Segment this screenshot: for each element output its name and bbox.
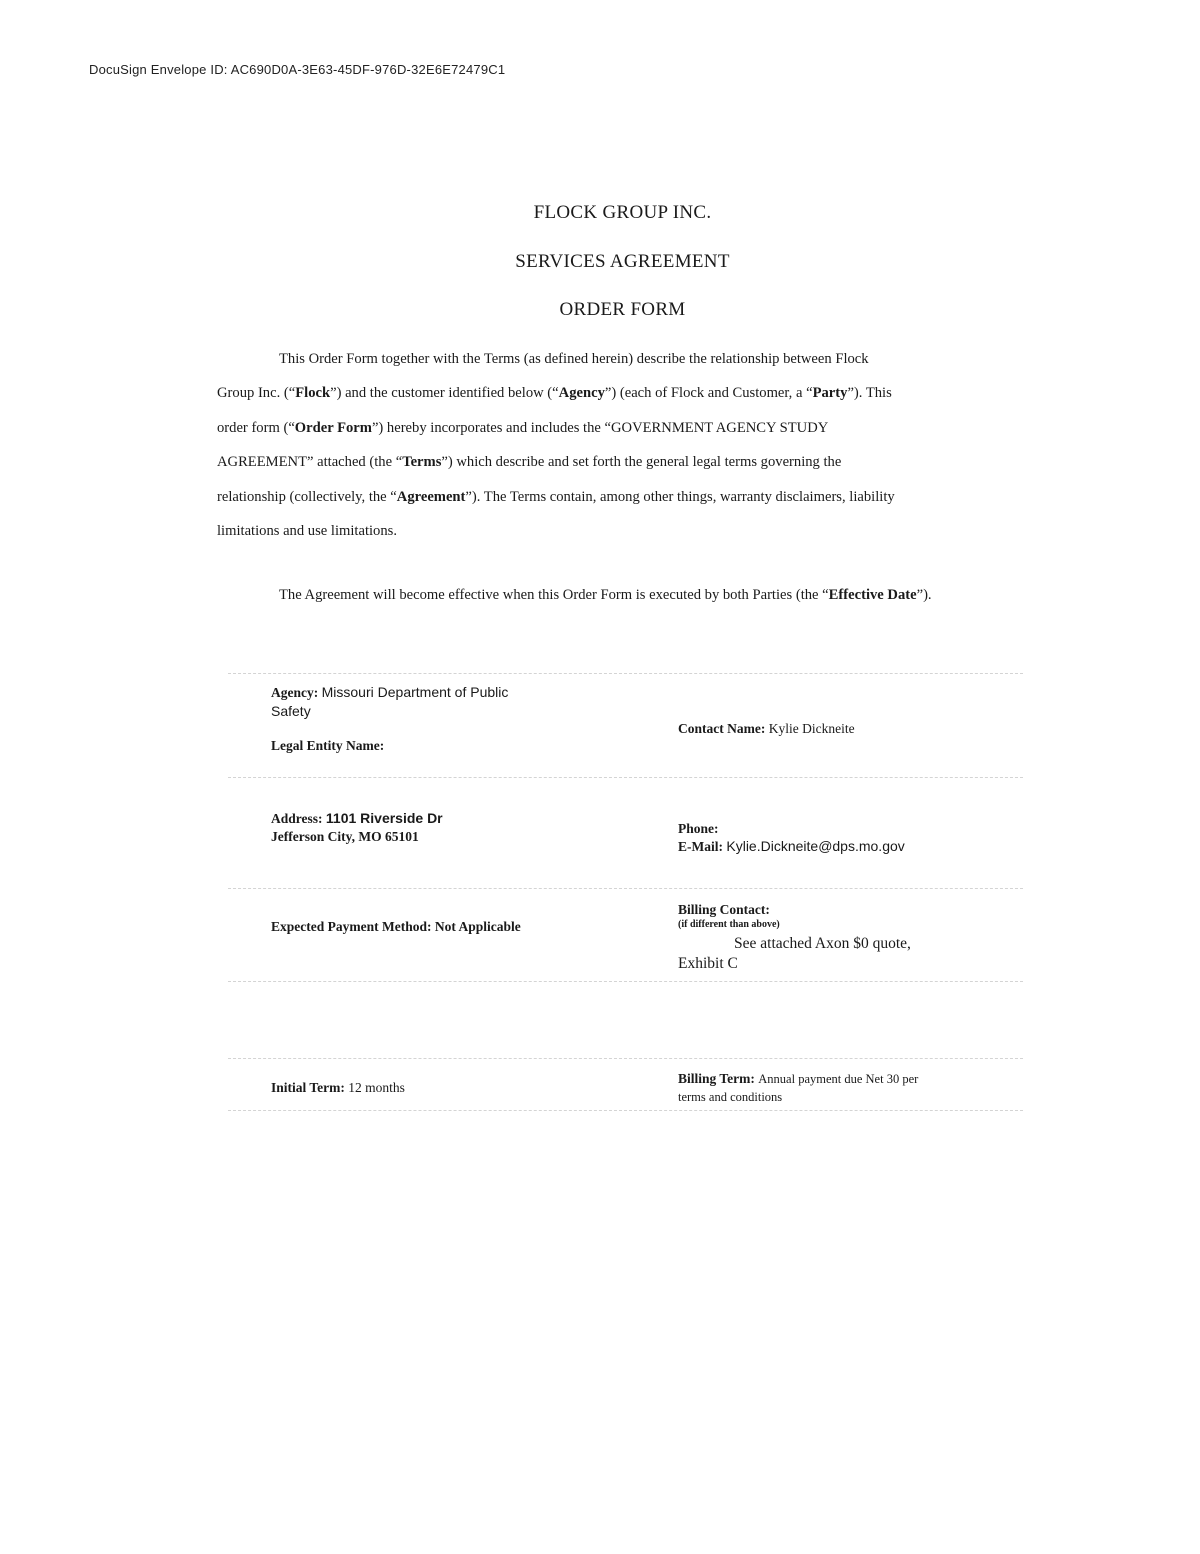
agency-value: Missouri Department of Public [321, 684, 509, 700]
table-rule [228, 1058, 1023, 1059]
address-line-2: Jefferson City, MO 65101 [271, 829, 419, 844]
address-label: Address: [271, 811, 323, 826]
intro-line-2 [217, 376, 1027, 410]
text: ”) and the customer identified below (“ [330, 385, 559, 402]
initial-term-label: Initial Term: [271, 1080, 345, 1095]
intro-line-5 [217, 480, 1027, 514]
text: ”). The Terms contain, among other things, warranty disclaimers, liability [465, 488, 895, 505]
agency-label: Agency: [271, 685, 319, 700]
billing-term-value-line-2: terms and conditions [678, 1090, 783, 1104]
text: ”) (each of Flock and Customer, a “ [604, 385, 813, 402]
billing-contact-value [678, 934, 911, 974]
order-form-title: ORDER FORM [559, 299, 686, 320]
text: ”) hereby incorporates and includes the “GOVERNMENT AGENCY STUDY [371, 419, 829, 436]
email-label: E-Mail: [678, 839, 723, 854]
text: ”) which describe and set forth the general legal terms governing the [441, 454, 842, 471]
docusign-envelope-id: DocuSign Envelope ID: AC690D0A-3E63-45DF-976D-32E6E72479C1 [89, 62, 506, 77]
term-terms: Terms [402, 454, 442, 471]
intro-line-3 [217, 411, 1027, 445]
legal-entity-field [271, 737, 384, 755]
agency-field [271, 683, 508, 721]
table-rule [228, 888, 1023, 889]
billing-contact-value-line-2: Exhibit C [678, 955, 738, 972]
email-field [678, 837, 905, 856]
text: The Agreement will become effective when this Order Form is executed by both Parties (the “ [279, 587, 829, 603]
text: Group Inc. (“ [217, 385, 296, 402]
billing-term-field [678, 1070, 918, 1106]
intro-line-1: This Order Form together with the Terms (as defined herein) describe the relationship between Flock [279, 351, 869, 367]
billing-term-label: Billing Term: [678, 1071, 755, 1086]
term-flock: Flock [295, 385, 331, 402]
table-rule [228, 777, 1023, 778]
contact-value: Kylie Dickneite [768, 721, 855, 736]
table-rule [228, 1110, 1023, 1111]
agreement-title: SERVICES AGREEMENT [515, 251, 730, 272]
agency-value-cont: Safety [271, 703, 311, 719]
billing-contact-label: Billing Contact: [678, 902, 770, 917]
payment-label: Expected Payment Method: [271, 919, 432, 934]
legal-entity-label: Legal Entity Name: [271, 738, 385, 753]
term-effective-date: Effective Date [828, 587, 917, 603]
term-agreement: Agreement [396, 488, 466, 505]
text: ”). [916, 587, 932, 603]
text: ”). This [847, 385, 892, 402]
contact-name-field [678, 720, 855, 738]
term-order-form: Order Form [294, 419, 372, 436]
term-party: Party [812, 385, 848, 402]
phone-label: Phone: [678, 821, 719, 836]
effective-date-paragraph [217, 585, 1007, 605]
text: AGREEMENT” attached (the “ [217, 454, 403, 471]
term-agency: Agency [558, 385, 605, 402]
billing-term-value-line-1: Annual payment due Net 30 per [758, 1072, 919, 1086]
initial-term-value: 12 months [348, 1080, 405, 1095]
address-line-1: 1101 Riverside Dr [325, 810, 443, 826]
table-rule [228, 981, 1023, 982]
address-field [271, 809, 443, 846]
text: relationship (collectively, the “ [217, 488, 397, 505]
indent [217, 587, 279, 603]
billing-contact-field [678, 901, 780, 931]
intro-paragraph [217, 342, 1027, 548]
contact-label: Contact Name: [678, 721, 766, 736]
billing-contact-note: (if different than above) [678, 919, 780, 930]
company-title: FLOCK GROUP INC. [533, 202, 712, 223]
phone-field [678, 820, 719, 838]
billing-contact-value-line-1: See attached Axon $0 quote, [734, 935, 911, 952]
email-value: Kylie.Dickneite@dps.mo.gov [726, 838, 905, 854]
payment-value: Not Applicable [434, 919, 521, 934]
initial-term-field [271, 1079, 405, 1097]
payment-method-field [271, 918, 521, 936]
table-rule [228, 673, 1023, 674]
intro-line-6: limitations and use limitations. [217, 523, 397, 540]
text: order form (“ [217, 419, 295, 436]
intro-line-4 [217, 445, 1027, 479]
